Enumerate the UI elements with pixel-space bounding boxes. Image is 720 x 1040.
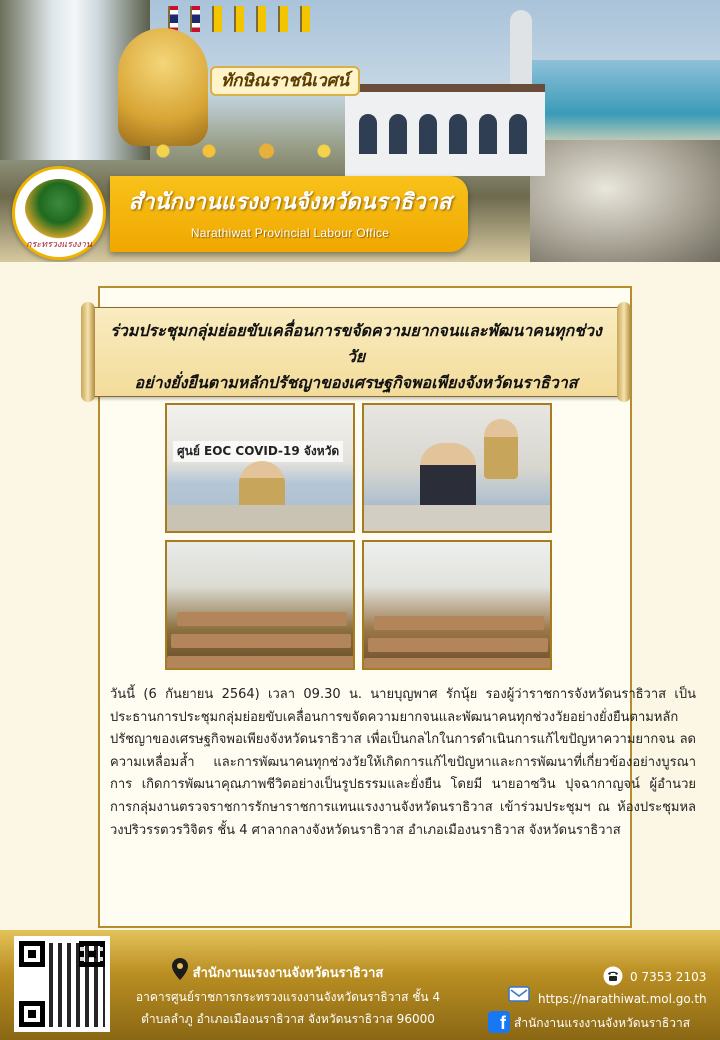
photo-meeting-chair (165, 403, 355, 533)
website-link[interactable]: https://narathiwat.mol.go.th (538, 992, 707, 1006)
royal-flag-icon (212, 6, 222, 32)
article-body: วันนี้ (6 กันยายน 2564) เวลา 09.30 น. นายบุญพาศ รักนุ้ย รองผู้ว่าราชการจังหวัดนราธิวาส เป็นประธานการประชุมกลุ่มย่อยขับเคลื่อนการขจัดความยากจนและพัฒนาคนทุกช่วงวัยอย่างยั่งยืนตามหลักปรัชญาของเศรษฐกิจพอเพียงจังหวัดนราธิวาส เพื่อเป็นกลไกในการดำเนินการแก้ไขปัญหาความยากจน ลดความเหลื่อมล้ำ และการพัฒนาคนทุกช่วงวัยให้เกิดการแก้ไขปัญหาและการพัฒนาที่เกี่ยวข้องอย่างบูรณาการ เกิดการพัฒนาคุณภาพชีวิตอย่างเป็นรูปธรรมและยั่งยืน โดยมี นายอาซวิน ปุจฉากาญจน์ ผู้อำนวยการกลุ่มงานตรวจราชการรักษาราชการแทนแรงงานจังหวัดนราธิวาส เข้าร่วมประชุมฯ ณ ห้องประชุมหลวงปริวรรตวรวิจิตร ชั้น 4 ศาลากลางจังหวัดนราธิวาส อำเภอเมืองนราธิวาส จังหวัดนราธิวาส (110, 687, 696, 838)
thai-flag-icon (190, 6, 200, 32)
rocks-image (530, 140, 720, 262)
mosque-building-image (345, 84, 545, 176)
phone-icon (603, 966, 623, 986)
photo-meeting-participant (362, 403, 552, 533)
royal-flag-icon (278, 6, 288, 32)
royal-flag-icon (300, 6, 310, 32)
royal-flag-icon (234, 6, 244, 32)
footer-address-line-1: อาคารศูนย์ราชการกระทรวงแรงงานจังหวัดนราธิวาส ชั้น 4 (135, 990, 441, 1004)
office-name-en: Narathiwat Provincial Labour Office (190, 226, 390, 240)
buddha-statue-image (118, 28, 208, 146)
ministry-emblem-logo (12, 166, 106, 260)
desk (364, 505, 550, 531)
emblem-figure-icon (25, 179, 93, 239)
header-banner (0, 0, 720, 262)
facebook-icon[interactable]: f (488, 1011, 510, 1033)
photo-meeting-room-1 (165, 540, 355, 670)
flags (168, 6, 310, 32)
footer-address (118, 962, 458, 1030)
office-title-plate (110, 176, 468, 252)
ministry-name: กระทรวงแรงงาน (26, 240, 92, 250)
footer-address-line-2: ตำบลลำภู อำเภอเมืองนราธิวาส จังหวัดนราธิวาส 96000 (141, 1012, 435, 1026)
footer-office-name: สำนักงานแรงงานจังหวัดนราธิวาส (192, 966, 384, 981)
royal-flag-icon (256, 6, 266, 32)
flowers-image (140, 140, 370, 162)
headline (109, 318, 603, 396)
photo-meeting-room-2 (362, 540, 552, 670)
eoc-sign: ศูนย์ EOC COVID-19 จังหวัด (173, 441, 343, 462)
phone-number[interactable]: 0 7353 2103 (630, 970, 707, 984)
office-name-th: สำนักงานแรงงานจังหวัดนราธิวาส (128, 189, 452, 215)
person-figure (484, 419, 518, 479)
headline-line-2: อย่างยั่งยืนตามหลักปรัชญาของเศรษฐกิจพอเพียงจังหวัดนราธิวาส (134, 373, 578, 392)
website-icon (508, 986, 530, 1004)
beach-image (520, 60, 720, 150)
headline-line-1: ร่วมประชุมกลุ่มย่อยขับเคลื่อนการขจัดความยากจนและพัฒนาคนทุกช่วงวัย (110, 321, 602, 366)
palace-sign: ทักษิณราชนิเวศน์ (210, 66, 360, 96)
headline-scroll (88, 307, 624, 397)
qr-code[interactable] (14, 936, 110, 1032)
desk (167, 505, 353, 531)
facebook-link[interactable]: สำนักงานแรงงานจังหวัดนราธิวาส (514, 1016, 691, 1030)
